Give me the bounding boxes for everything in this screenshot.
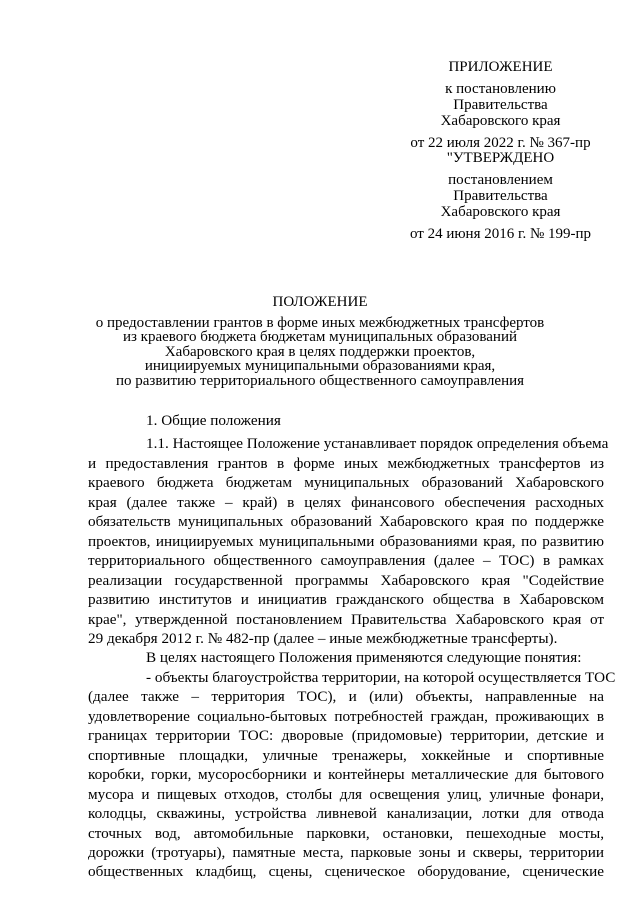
text-line: краевого бюджета бюджетам муниципальных образований Хабаровского	[88, 474, 604, 492]
document-body	[88, 411, 616, 882]
appendix-date: от 22 июля 2022 г. № 367-пр	[410, 135, 591, 151]
text-line: коробки, горки, мусоросборники и контейнеры металлические для бытового	[88, 766, 604, 784]
document-subtitle-line: инициируемых муниципальными образованиями края,	[144, 358, 496, 374]
text-line: спортивные площадки, уличные тренажеры, хоккейные и спортивные	[88, 746, 604, 764]
section-title: 1. Общие положения	[146, 412, 281, 429]
appendix-title: ПРИЛОЖЕНИЕ	[448, 59, 553, 75]
text-line: удовлетворение социально-бытовых потребностей граждан, проживающих в	[88, 707, 604, 725]
text-line: границах территории ТОС: дворовые (придомовые) территории, детские и	[88, 727, 604, 745]
text-line: - объекты благоустройства территории, на которой осуществляется ТОС	[146, 668, 616, 686]
appendix-line: к постановлению	[445, 81, 556, 97]
document-subtitle-line: Хабаровского края в целях поддержки проектов,	[164, 343, 476, 360]
approved-block	[398, 150, 603, 242]
document-subtitle-line: о предоставлении грантов в форме иных межбюджетных трансфертов	[95, 314, 545, 331]
text-line: края (далее также – край) в целях финансового обеспечения расходных	[88, 493, 604, 511]
appendix-line: Хабаровского края	[440, 113, 561, 129]
text-line: проектов, инициируемых муниципальными образованиями края, по развитию	[88, 532, 604, 550]
approved-date: от 24 июня 2016 г. № 199-пр	[409, 226, 592, 242]
document-subtitle-line: по развитию территориального общественного самоуправления	[115, 372, 525, 389]
paragraph-1-1	[88, 434, 609, 648]
document-subtitle-line: из краевого бюджета бюджетам муниципальных образований	[122, 329, 517, 345]
text-line: сточных вод, автомобильные парковки, остановки, пешеходные мосты,	[88, 824, 604, 842]
text-line: 1.1. Настоящее Положение устанавливает порядок определения объема	[146, 435, 609, 453]
paragraph-definition-objects	[88, 668, 616, 882]
text-line: колодцы, скважины, устройства ливневой канализации, лотки для отвода	[88, 805, 604, 823]
text-line: (далее также – территория ТОС), и (или) объекты, направленные на	[88, 688, 604, 706]
approved-title: "УТВЕРЖДЕНО	[446, 150, 555, 166]
approved-line: Хабаровского края	[440, 204, 561, 220]
text-line: дорожки (тротуары), памятные места, парковые зоны и скверы, территории	[88, 843, 604, 861]
appendix-line: Правительства	[453, 97, 548, 113]
appendix-block	[398, 59, 603, 151]
text-line: обязательств муниципальных образований Хабаровского края по поддержке	[88, 513, 604, 531]
text-line: крае", утвержденной постановлением Правительства Хабаровского края от	[88, 610, 604, 628]
text-line: 29 декабря 2012 г. № 482-пр (далее – иные межбюджетные трансферты).	[88, 629, 558, 647]
approved-line: Правительства	[453, 188, 548, 204]
text-line: реализации государственной программы Хабаровского края "Содействие	[88, 571, 604, 589]
text-line: общественных кладбищ, сцены, сценическое оборудование, сценические	[88, 863, 604, 881]
text-line: развитию институтов и инициатив гражданского общества в Хабаровском	[88, 591, 604, 609]
text-line: и предоставления грантов в форме иных межбюджетных трансфертов из	[88, 454, 604, 472]
paragraph-definitions-intro	[88, 648, 604, 667]
document-title-block	[0, 295, 640, 388]
approved-line: постановлением	[448, 172, 553, 188]
document-heading: ПОЛОЖЕНИЕ	[272, 294, 368, 310]
text-line: В целях настоящего Положения применяются следующие понятия:	[146, 649, 582, 667]
text-line: мусора и пищевых отходов, столбы для освещения улиц, уличные фонари,	[88, 785, 604, 803]
text-line: территориального общественного самоуправления (далее – ТОС) в рамках	[88, 552, 604, 570]
